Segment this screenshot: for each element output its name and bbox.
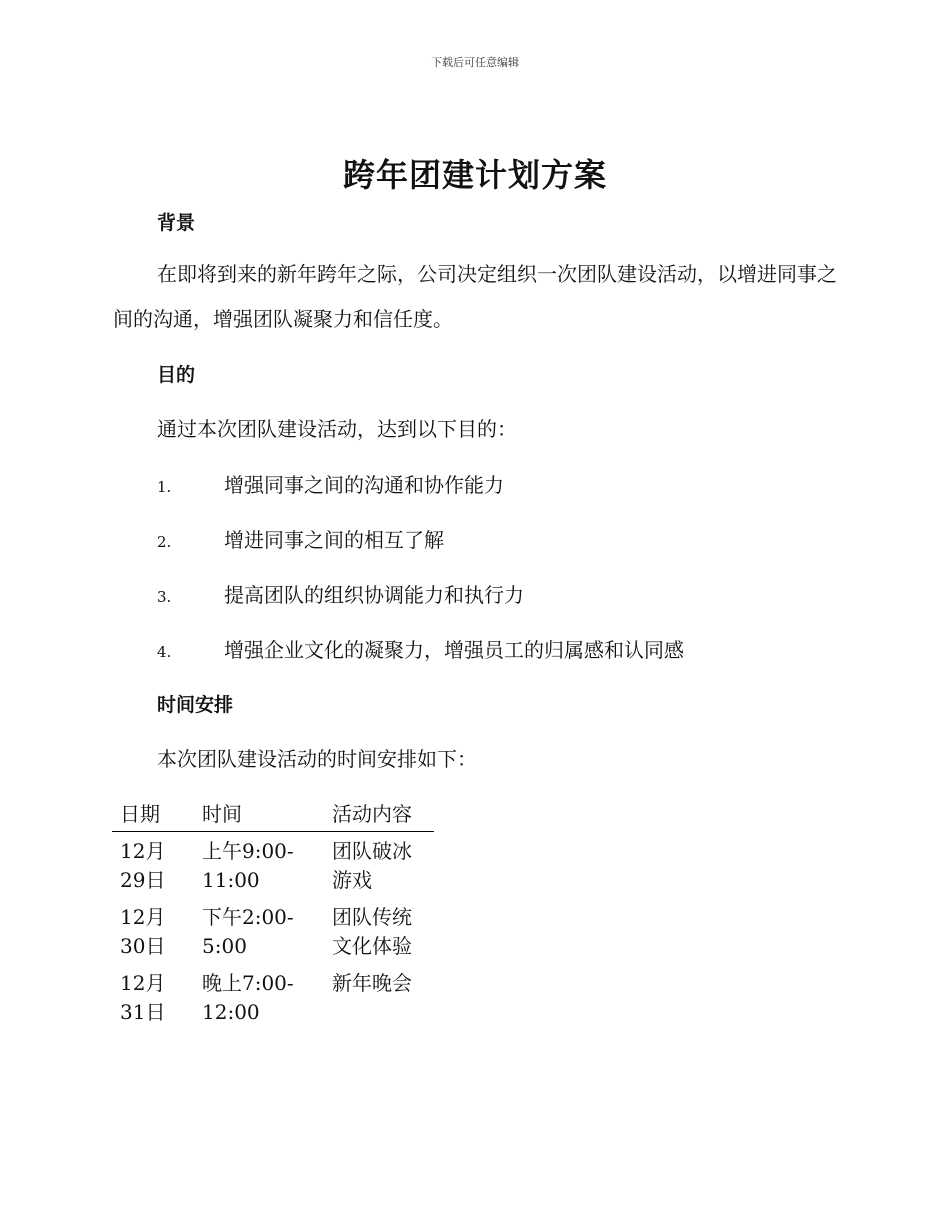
cell-time: 下午2:00-5:00 — [202, 905, 294, 958]
cell-time: 晚上7:00-12:00 — [202, 971, 294, 1024]
column-header-activity: 活动内容 — [324, 796, 434, 832]
table-row — [112, 832, 434, 899]
cell-activity: 团队传统文化体验 — [332, 905, 412, 958]
table-row — [112, 964, 434, 1030]
cell-date: 12月29日 — [120, 839, 166, 892]
document-title: 跨年团建计划方案 — [342, 156, 607, 194]
table-row — [112, 898, 434, 964]
section-heading-schedule: 时间安排 — [157, 694, 234, 716]
column-header-time: 时间 — [194, 796, 324, 832]
list-text: 增进同事之间的相互了解 — [224, 528, 444, 552]
background-paragraph: 在即将到来的新年跨年之际，公司决定组织一次团队建设活动，以增进同事之间的沟通，增强团队凝聚力和信任度。 — [113, 262, 837, 331]
list-number: 1. — [157, 478, 172, 496]
list-number: 3. — [157, 588, 172, 606]
list-text: 增强企业文化的凝聚力，增强员工的归属感和认同感 — [224, 638, 684, 662]
list-item — [157, 524, 444, 553]
list-text: 提高团队的组织协调能力和执行力 — [224, 583, 524, 607]
section-heading-background: 背景 — [157, 212, 196, 234]
cell-activity: 新年晚会 — [332, 971, 412, 995]
list-item — [157, 634, 684, 663]
cell-date: 12月31日 — [120, 971, 166, 1024]
table-header-row — [112, 796, 434, 832]
purpose-intro: 通过本次团队建设活动，达到以下目的： — [157, 417, 517, 441]
schedule-table — [112, 796, 434, 1030]
list-item — [157, 579, 524, 608]
list-number: 4. — [157, 643, 172, 661]
column-header-date: 日期 — [112, 796, 194, 832]
list-text: 增强同事之间的沟通和协作能力 — [224, 473, 504, 497]
section-heading-purpose: 目的 — [157, 364, 196, 386]
page-header: 下载后可任意编辑 — [431, 56, 519, 69]
list-item — [157, 469, 504, 498]
cell-date: 12月30日 — [120, 905, 166, 958]
cell-time: 上午9:00-11:00 — [202, 839, 294, 892]
schedule-intro: 本次团队建设活动的时间安排如下： — [157, 747, 477, 771]
list-number: 2. — [157, 533, 172, 551]
cell-activity: 团队破冰游戏 — [332, 839, 412, 892]
